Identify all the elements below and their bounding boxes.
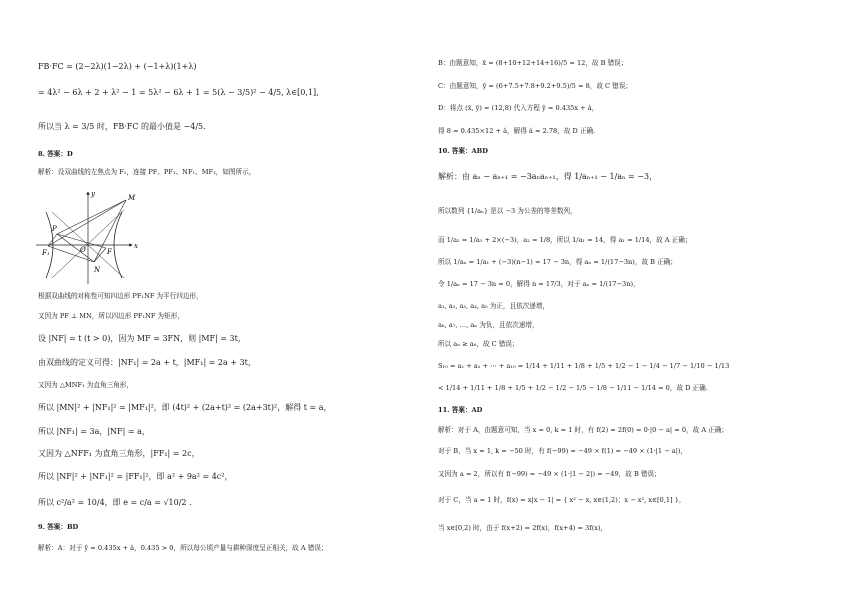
text-line: S₁₀ = a₁ + a₂ + ⋯ + a₁₀ = 1/14 + 1/11 + 1/8 + 1/5 + 1/2 − 1 − 1/4 − 1/7 − 1/10 − 1/13 <box>438 362 730 370</box>
text-line: 设 |NF| = t (t > 0)，因为 MF = 3FN，则 |MF| = 3t， <box>38 334 246 343</box>
text-line: 当 x∈[0,2) 时，由于 f(x+2) = 2f(x)，f(x+4) = 3f(x)， <box>438 524 608 532</box>
label-n: N <box>94 266 101 274</box>
text-line: a₆, a₇, …, aₙ 为负，且依次递增， <box>438 321 539 329</box>
text-line: 所以数列 {1/aₙ} 是以 −3 为公差的等差数列， <box>438 207 577 215</box>
text-line: C：由题意知，ȳ = (6+7.5+7.8+9.2+9.5)/5 = 8，故 C 错误； <box>438 82 632 90</box>
text-line: 所以当 λ = 3/5 时，FB·FC 的最小值是 −4/5. <box>38 122 206 131</box>
answer-heading: 9. 答案：BD <box>38 523 79 531</box>
text-line: D：将点 (x̄, ȳ) = (12,8) 代入方程 ŷ = 0.435x + â， <box>438 104 599 112</box>
text-line: 所以 |NF₁| = 3a，|NF| = a， <box>38 427 150 436</box>
text-line: = 4λ² − 6λ + 2 + λ² − 1 = 5λ² − 6λ + 1 = 5(λ − 3/5)² − 4/5, λ∈[0,1], <box>38 88 319 97</box>
text-line: 所以 1/aₙ = 1/a₁ + (−3)(n−1) = 17 − 3n，得 aₙ = 1/(17−3n)，故 B 正确； <box>438 258 677 266</box>
text-line: 所以 |NF|² + |NF₁|² = |FF₁|²，即 a² + 9a² = 4c²， <box>38 472 233 481</box>
answer-heading: 8. 答案：D <box>38 150 73 158</box>
text-line: 对于 C，当 a = 1 时，f(x) = x|x − 1| = { x² − x, x∈(1,2)；x − x², x∈[0,1] }， <box>438 496 686 504</box>
text-line: 所以 |MN|² + |NF₁|² = |MF₁|²，即 (4t)² + (2a+t)² = (2a+3t)²，解得 t = a， <box>38 403 332 412</box>
text-line: 由双曲线的定义可得：|NF₁| = 2a + t，|MF₁| = 2a + 3t， <box>38 358 256 367</box>
text-line: 又因为 a = 2，所以有 f(−99) = −49 × (1·|1 − 2|) = −49，故 B 错误； <box>438 470 661 478</box>
answer-heading: 11. 答案：AD <box>438 406 483 414</box>
text-line: 得 8 = 0.435×12 + â，解得 â = 2.78，故 D 正确. <box>438 127 596 135</box>
text-line: < 1/14 + 1/11 + 1/8 + 1/5 + 1/2 − 1/2 − 1/5 − 1/8 − 1/11 − 1/14 = 0，故 D 正确. <box>438 384 708 392</box>
text-line: B：由题意知，x̄ = (8+10+12+14+16)/5 = 12，故 B 错误； <box>438 59 628 67</box>
text-line: 又因为 PF ⊥ MN，所以四边形 PF₁NF 为矩形， <box>38 312 184 320</box>
answer-heading: 10. 答案：ABD <box>438 147 488 155</box>
text-line: 所以 aₙ ≥ a₆，故 C 错误； <box>438 340 519 348</box>
text-line: 又因为 △MNF₁ 为直角三角形， <box>38 381 133 389</box>
text-line: 对于 B，当 x = 1, k = −50 时，有 f(−99) = −49 × f(1) = −49 × (1·|1 − a|)， <box>438 447 688 455</box>
text-line: 解析：由 aₙ − aₙ₊₁ = −3aₙaₙ₊₁，得 1/aₙ₊₁ − 1/aₙ = −3， <box>438 172 658 181</box>
label-y: y <box>91 190 95 198</box>
label-f: F <box>107 248 112 256</box>
text-line: a₁, a₂, a₃, a₄, a₅ 为正，且依次递增， <box>438 302 550 310</box>
label-x: x <box>134 242 138 250</box>
text-line: 而 1/a₂ = 1/a₁ + 2×(−3)，a₂ = 1/8，所以 1/a₁ = 14，得 a₁ = 1/14，故 A 正确； <box>438 236 692 244</box>
text-line: 所以 c²/a² = 10/4，即 e = c/a = √10/2 . <box>38 498 192 507</box>
label-p: P <box>52 225 57 233</box>
label-f1: F₁ <box>42 249 50 257</box>
text-line: 又因为 △NFF₁ 为直角三角形，|FF₁| = 2c， <box>38 449 200 458</box>
text-line: 解析：对于 A，由题意可知，当 x = 0, k = 1 时，有 f(2) = 2f(0) = 0·|0 − a| = 0，故 A 正确； <box>438 426 728 434</box>
text-line: FB·FC = (2−2λ)(1−2λ) + (−1+λ)(1+λ) <box>38 62 197 71</box>
text-line: 解析：设双曲线的左焦点为 F₁，连接 PF、PF₁、NF₁、MF₁，如图所示， <box>38 168 256 176</box>
label-o: O <box>80 246 86 254</box>
label-m: M <box>128 194 136 202</box>
text-line: 令 1/aₙ = 17 − 3n = 0，解得 n = 17/3，对于 aₙ = 1/(17−3n)， <box>438 280 640 288</box>
text-line: 解析：A：对于 ŷ = 0.435x + â，0.435 > 0，所以每公顷产量与耕种深度呈正相关，故 A 错误； <box>38 544 328 552</box>
text-line: 根据双曲线的对称性可知四边形 PF₁NF 为平行四边形， <box>38 292 203 300</box>
hyperbola-figure <box>36 188 166 288</box>
